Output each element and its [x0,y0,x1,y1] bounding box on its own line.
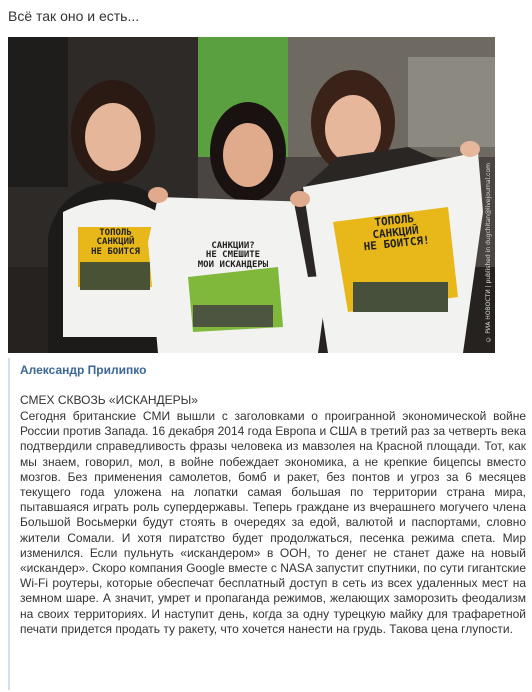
shirt-left-text: ТОПОЛЬ САНКЦИЙ НЕ БОИТСЯ [91,228,140,257]
post-caption: Всё так оно и есть... [8,8,140,24]
attached-post [8,358,528,690]
photo-credit: © РИА НОВОСТИ | published in dugchitan@livejournal.com [485,163,492,343]
author-link[interactable]: Александр Прилипко [20,363,147,377]
shirt-right-text: ТОПОЛЬ САНКЦИЙ НЕ БОИТСЯ! [363,212,431,254]
shirt-center-text: САНКЦИИ? НЕ СМЕШИТЕ МОИ ИСКАНДЕРЫ [197,241,269,270]
post-photo[interactable] [8,37,495,353]
photo-illustration [8,37,495,353]
post-title: СМЕХ СКВОЗЬ «ИСКАНДЕРЫ» [20,393,198,407]
post-body: Сегодня британские СМИ вышли с заголовками о проигранной экономической войне России против Запада. 16 декабря 2014 года Европа и США в третий раз за четверть века подтвердили справедливость фразы человека из мавзолея на Красной площади. Тот, как мы знаем, говорил, мол, в войне побеждает экономика, а не крепкие бицепсы вместо мозгов. Без применения самолетов, бомб и ракет, без понтов и угроз за 6 месяцев текущего года уложена на лопатки самая большая по территории страна мира, пытавшаяся играть роль супердержавы. Теперь граждане из вчерашнего могучего члена Большой Восьмерки будут стоять в очередях за едой, валютой и паспортами, словно жители Сомали. И хотя пиратство будет продолжаться, песенка режима спета. Мир изменился. Если пульнуть «искандером» в ООН, то денег не станет даже на новый «искандер». Скоро компания Google вместе с NASA запустит спутники, по сути гигантские Wi-Fi роутеры, которые обеспечат бесплатный доступ в сеть из всех удаленных мест на земном шаре. А значит, умрет и пропаганда режимов, желающих заморозить феодализм на своих территориях. И наступит день, когда за одну турецкую майку для трафаретной печати придется продать ту ракету, что хочется нанести на грудь. Такова цена глупости. [20,409,526,636]
